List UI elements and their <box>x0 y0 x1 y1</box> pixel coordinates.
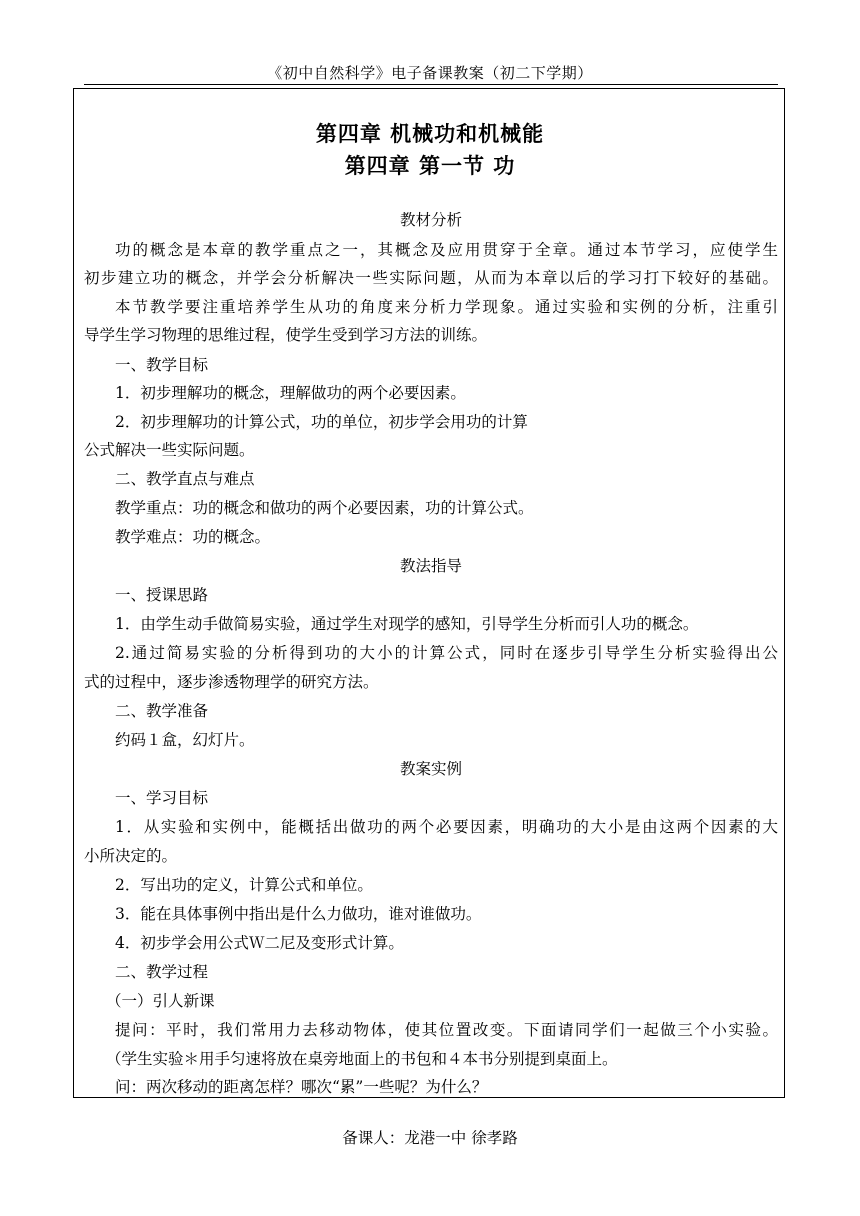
subheading: 二、教学直点与难点 <box>115 470 255 488</box>
list-item: 2．初步理解功的计算公式，功的单位，初步学会用功的计算 <box>115 413 528 431</box>
page-header: 《初中自然科学》电子备课教案（初二下学期） <box>267 64 593 82</box>
subheading: 一、授课思路 <box>115 586 209 604</box>
list-item: 3．能在具体事例中指出是什么力做功，谁对谁做功。 <box>115 905 482 923</box>
paragraph-line: 约码１盒，幻灯片。 <box>115 731 255 749</box>
heading-textbook-analysis: 教材分析 <box>399 211 462 229</box>
list-item: 1．初步理解功的概念，理解做功的两个必要因素。 <box>115 384 466 402</box>
heading-lesson-example: 教案实例 <box>399 760 462 778</box>
paragraph-line: 提问：平时，我们常用力去移动物体，使其位置改变。下面请同学们一起做三个小实验。 <box>115 1021 778 1039</box>
paragraph-line: 教学重点：功的概念和做功的两个必要因素，功的计算公式。 <box>115 499 534 517</box>
paragraph-line: 教学难点：功的概念。 <box>115 528 271 546</box>
paragraph-line: 问：两次移动的距离怎样？哪次“累”一些呢？为什么？ <box>115 1078 488 1096</box>
page-footer: 备课人：龙港一中 徐孝路 <box>342 1129 518 1147</box>
subheading: 一、学习目标 <box>115 789 209 807</box>
heading-teaching-guidance: 教法指导 <box>399 557 462 575</box>
subheading: 二、教学准备 <box>115 702 209 720</box>
list-item-continued: 小所决定的。 <box>84 847 178 865</box>
list-item-continued: 公式解决一些实际问题。 <box>84 441 255 459</box>
list-item-continued: 式的过程中，逐步渗透物理学的研究方法。 <box>84 673 379 691</box>
list-item: 1．由学生动手做简易实验，通过学生对现学的感知，引导学生分析而引人功的概念。 <box>115 615 699 633</box>
paragraph-line: 导学生学习物理的思维过程，使学生受到学习方法的训练。 <box>84 326 488 344</box>
subheading: 二、教学过程 <box>115 963 209 981</box>
subheading: 一、教学目标 <box>115 356 209 374</box>
list-item: 2.通过简易实验的分析得到功的大小的计算公式，同时在逐步引导学生分析实验得出公 <box>115 644 778 662</box>
list-item: 4．初步学会用公式Ｗ二尼及变形式计算。 <box>115 934 404 952</box>
list-item: 2．写出功的定义，计算公式和单位。 <box>115 876 373 894</box>
paragraph-line: （学生实验＊用手匀速将放在桌旁地面上的书包和４本书分别提到桌面上。 <box>106 1050 618 1068</box>
list-item: 1．从实验和实例中，能概括出做功的两个必要因素，明确功的大小是由这两个因素的大 <box>115 818 778 836</box>
paragraph-line: 本节教学要注重培养学生从功的角度来分析力学现象。通过实验和实例的分析，注重引 <box>115 298 778 316</box>
header-rule <box>84 84 778 85</box>
section-title: 第四章 第一节 功 <box>344 153 516 178</box>
paragraph-line: 功的概念是本章的教学重点之一，其概念及应用贯穿于全章。通过本节学习，应使学生 <box>115 241 778 259</box>
chapter-title: 第四章 机械功和机械能 <box>315 121 545 146</box>
subheading: （一）引人新课 <box>106 992 215 1010</box>
paragraph-line: 初步建立功的概念，并学会分析解决一些实际问题，从而为本章以后的学习打下较好的基础。 <box>84 269 778 287</box>
